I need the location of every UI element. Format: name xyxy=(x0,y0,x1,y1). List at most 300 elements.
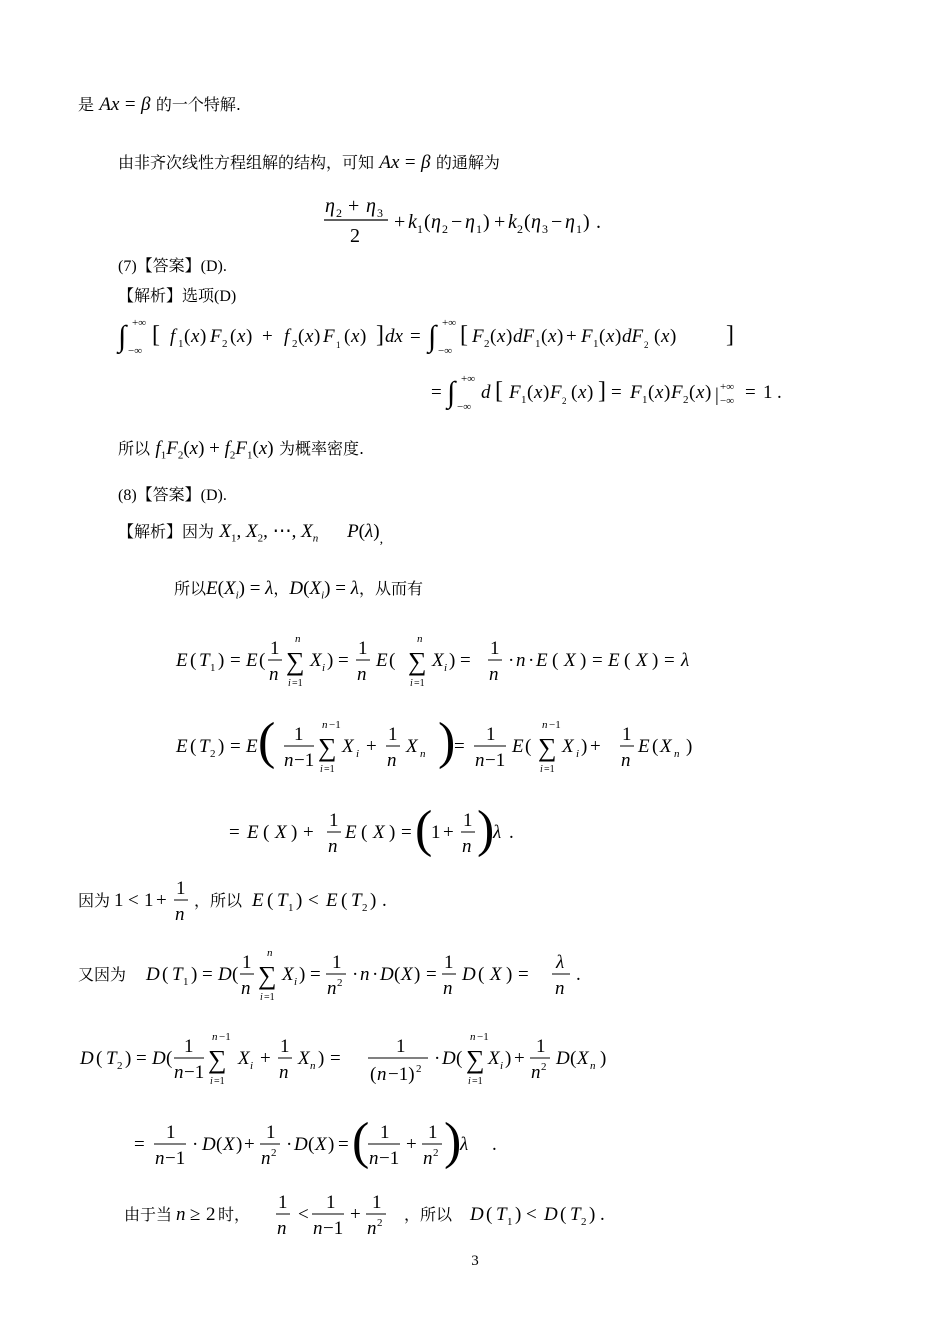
svg-text:1: 1 xyxy=(329,810,339,831)
svg-text:x: x xyxy=(497,326,506,347)
svg-text:E: E xyxy=(345,822,357,843)
svg-text:·: · xyxy=(508,650,515,671)
svg-text:=1: =1 xyxy=(324,764,335,775)
svg-text:dF: dF xyxy=(513,326,535,347)
svg-text:(: ( xyxy=(361,822,368,843)
svg-text:(: ( xyxy=(96,1048,103,1069)
svg-text:λ: λ xyxy=(681,650,690,671)
svg-text:，所以: ，所以 xyxy=(194,891,243,910)
svg-text:(: ( xyxy=(541,326,548,347)
text-line: 所以 $f_1F_2(x) + f_2F_1(x)$ 为概率密度. xyxy=(118,438,365,462)
svg-text:n: n xyxy=(475,750,485,771)
svg-text:2: 2 xyxy=(292,338,298,350)
svg-text:): ) xyxy=(670,326,677,347)
svg-text:n: n xyxy=(367,1218,377,1239)
svg-text:): ) xyxy=(506,964,513,985)
svg-text:i: i xyxy=(260,992,263,1003)
svg-text:): ) xyxy=(314,326,321,347)
svg-text:(: ( xyxy=(654,326,661,347)
svg-text:E: E xyxy=(536,650,548,671)
svg-text:1: 1 xyxy=(431,822,441,843)
svg-text:n: n xyxy=(360,964,370,985)
svg-text:<: < xyxy=(128,890,139,911)
svg-text:): ) xyxy=(557,326,564,347)
svg-text:f: f xyxy=(284,326,290,347)
svg-text:=: = xyxy=(338,1134,349,1155)
svg-text:F: F xyxy=(509,382,521,403)
svg-text:n: n xyxy=(284,750,294,771)
svg-text:): ) xyxy=(449,650,456,671)
svg-text:F: F xyxy=(323,326,335,347)
svg-text:η: η xyxy=(465,211,475,233)
svg-text:1: 1 xyxy=(372,1192,382,1213)
svg-text:(: ( xyxy=(552,650,559,671)
svg-text:−: − xyxy=(551,211,563,233)
svg-text:(: ( xyxy=(524,211,531,233)
svg-text:(: ( xyxy=(424,211,431,233)
svg-text:n: n xyxy=(241,978,251,999)
svg-text:=: = xyxy=(454,736,465,757)
svg-text:i: i xyxy=(444,662,448,674)
svg-text:T: T xyxy=(106,1048,117,1069)
svg-text:1: 1 xyxy=(536,1036,546,1057)
svg-text:1: 1 xyxy=(178,338,184,350)
svg-text:λ: λ xyxy=(556,952,565,973)
svg-text:i: i xyxy=(468,1076,471,1087)
svg-text:(: ( xyxy=(389,650,396,671)
svg-text:=: = xyxy=(401,822,412,843)
svg-text:(: ( xyxy=(394,964,401,985)
svg-text:(: ( xyxy=(570,1048,577,1069)
svg-text:(: ( xyxy=(190,736,197,757)
svg-text:X: X xyxy=(315,1134,327,1155)
equation-general-solution xyxy=(300,190,640,250)
svg-text:=1: =1 xyxy=(264,992,275,1003)
svg-text:D: D xyxy=(380,964,394,985)
equation-compare-e xyxy=(78,872,418,930)
svg-text:−1: −1 xyxy=(184,1062,205,1083)
svg-text:1: 1 xyxy=(280,1036,290,1057)
svg-text:2: 2 xyxy=(517,222,523,236)
svg-text:λ: λ xyxy=(460,1134,469,1155)
svg-text:n: n xyxy=(387,750,397,771)
svg-text:): ) xyxy=(505,1048,512,1069)
svg-text:): ) xyxy=(191,964,198,985)
svg-text:n: n xyxy=(590,1060,596,1072)
svg-text:(: ( xyxy=(298,326,305,347)
svg-text:n: n xyxy=(174,1062,184,1083)
svg-text:n: n xyxy=(295,633,301,645)
svg-text:X: X xyxy=(298,1048,310,1069)
svg-text:T: T xyxy=(199,736,210,757)
svg-text:(: ( xyxy=(230,326,237,347)
svg-text:2: 2 xyxy=(350,225,360,247)
svg-text:): ) xyxy=(600,1048,607,1069)
svg-text:n: n xyxy=(155,1148,165,1169)
svg-text:(: ( xyxy=(415,801,433,858)
svg-text:λ: λ xyxy=(493,822,502,843)
svg-text:−1: −1 xyxy=(219,1031,231,1043)
svg-text:E: E xyxy=(512,736,524,757)
svg-text:2: 2 xyxy=(541,1061,547,1073)
equation-compare-d xyxy=(124,1186,644,1248)
svg-text:1: 1 xyxy=(642,394,648,406)
svg-text:X: X xyxy=(275,822,287,843)
svg-text:i: i xyxy=(250,1060,254,1072)
svg-text:): ) xyxy=(652,650,659,671)
svg-text:1: 1 xyxy=(144,890,154,911)
svg-text:=: = xyxy=(202,964,213,985)
svg-text:+: + xyxy=(366,736,377,757)
svg-text:D: D xyxy=(218,964,232,985)
svg-text:2: 2 xyxy=(377,1217,383,1229)
svg-text:=1: =1 xyxy=(292,678,303,689)
svg-text:.: . xyxy=(600,1204,605,1225)
svg-text:1: 1 xyxy=(242,952,252,973)
svg-text:=: = xyxy=(431,382,442,403)
svg-text:1: 1 xyxy=(332,952,342,973)
svg-text:n: n xyxy=(462,836,472,857)
svg-text:E: E xyxy=(252,890,264,911)
svg-text:X: X xyxy=(342,736,354,757)
svg-text:+: + xyxy=(244,1134,255,1155)
svg-text:x: x xyxy=(655,382,664,403)
svg-text:1: 1 xyxy=(417,222,423,236)
svg-text:i: i xyxy=(500,1060,504,1072)
svg-text:(: ( xyxy=(162,964,169,985)
svg-text:i: i xyxy=(320,764,323,775)
svg-text:X: X xyxy=(577,1048,589,1069)
svg-text:(: ( xyxy=(259,650,266,671)
svg-text:<: < xyxy=(298,1204,309,1225)
svg-text:η: η xyxy=(531,211,541,233)
svg-text:n: n xyxy=(261,1148,271,1169)
svg-text:+: + xyxy=(394,211,406,233)
svg-text:x: x xyxy=(237,326,246,347)
svg-text:1: 1 xyxy=(266,1122,276,1143)
svg-text:D: D xyxy=(544,1204,558,1225)
svg-text:+: + xyxy=(262,326,273,347)
svg-text:|: | xyxy=(715,385,719,406)
svg-text:1: 1 xyxy=(521,394,527,406)
svg-text:2: 2 xyxy=(222,338,228,350)
svg-text:): ) xyxy=(200,326,207,347)
svg-text:T: T xyxy=(172,964,183,985)
svg-text:x: x xyxy=(578,382,587,403)
svg-text:−: − xyxy=(451,211,463,233)
page-number: 3 xyxy=(471,1253,479,1269)
svg-text:F: F xyxy=(581,326,593,347)
svg-text:(: ( xyxy=(599,326,606,347)
svg-text:n: n xyxy=(531,1062,541,1083)
svg-text:1: 1 xyxy=(294,724,304,745)
equation-e-t2-result xyxy=(225,800,545,862)
svg-text:η: η xyxy=(325,195,335,217)
svg-text:n: n xyxy=(417,633,423,645)
svg-text:E: E xyxy=(246,650,258,671)
svg-text:n: n xyxy=(212,1031,218,1043)
svg-text:1: 1 xyxy=(326,1192,336,1213)
svg-text:T: T xyxy=(570,1204,581,1225)
svg-text:η: η xyxy=(366,195,376,217)
svg-text:−∞: −∞ xyxy=(438,345,453,357)
svg-text:2: 2 xyxy=(336,206,342,220)
svg-text:·: · xyxy=(192,1134,199,1155)
svg-text:1: 1 xyxy=(490,638,500,659)
svg-text:=: = xyxy=(229,822,240,843)
svg-text:]: ] xyxy=(598,378,606,404)
svg-text:1: 1 xyxy=(763,382,773,403)
svg-text:−∞: −∞ xyxy=(720,395,735,407)
svg-text:n: n xyxy=(470,1031,476,1043)
svg-text:[: [ xyxy=(152,322,160,348)
svg-text:−1: −1 xyxy=(549,719,561,731)
svg-text:): ) xyxy=(705,382,712,403)
svg-text:n: n xyxy=(267,947,273,959)
svg-text:dF: dF xyxy=(622,326,644,347)
svg-text:T: T xyxy=(496,1204,507,1225)
svg-text:D: D xyxy=(80,1048,94,1069)
svg-text:(: ( xyxy=(232,964,239,985)
svg-text:x: x xyxy=(606,326,615,347)
svg-text:x: x xyxy=(534,382,543,403)
text-line: 是 Ax = β 的一个特解. xyxy=(78,94,241,115)
svg-text:1: 1 xyxy=(463,810,473,831)
svg-text:<: < xyxy=(308,890,319,911)
svg-text:x: x xyxy=(548,326,557,347)
svg-text:.: . xyxy=(596,211,601,233)
svg-text:n: n xyxy=(420,748,426,760)
svg-text:(: ( xyxy=(624,650,631,671)
svg-text:3: 3 xyxy=(542,222,548,236)
svg-text:·: · xyxy=(286,1134,293,1155)
svg-text:η: η xyxy=(565,211,575,233)
svg-text:3: 3 xyxy=(377,206,383,220)
svg-text:1: 1 xyxy=(166,1122,176,1143)
svg-text:，所以: ，所以 xyxy=(404,1205,453,1224)
svg-text:E: E xyxy=(247,822,259,843)
svg-text:(: ( xyxy=(184,326,191,347)
svg-text:2: 2 xyxy=(337,977,343,989)
svg-text:): ) xyxy=(370,890,377,911)
svg-text:1: 1 xyxy=(428,1122,438,1143)
svg-text:∑: ∑ xyxy=(408,647,427,676)
svg-text:2: 2 xyxy=(433,1147,439,1159)
svg-text:]: ] xyxy=(726,322,734,348)
svg-text:·: · xyxy=(352,964,359,985)
svg-text:i: i xyxy=(410,678,413,689)
svg-text:≥: ≥ xyxy=(190,1204,201,1225)
svg-text:n: n xyxy=(443,978,453,999)
svg-text:n: n xyxy=(542,719,548,731)
svg-text:1: 1 xyxy=(358,638,368,659)
svg-text:D: D xyxy=(556,1048,570,1069)
svg-text:n: n xyxy=(555,978,565,999)
svg-text:−∞: −∞ xyxy=(457,401,472,413)
svg-text:+: + xyxy=(443,822,454,843)
svg-text:k: k xyxy=(508,211,517,233)
svg-text:): ) xyxy=(664,382,671,403)
svg-text:又因为: 又因为 xyxy=(78,965,127,984)
svg-text:n: n xyxy=(322,719,328,731)
svg-text:i: i xyxy=(576,748,580,760)
svg-text:由于当: 由于当 xyxy=(124,1205,173,1224)
svg-text:·: · xyxy=(434,1048,441,1069)
svg-text:=: = xyxy=(611,382,622,403)
svg-text:1: 1 xyxy=(388,724,398,745)
svg-text:E: E xyxy=(246,736,258,757)
svg-text:2: 2 xyxy=(442,222,448,236)
svg-text:+: + xyxy=(350,1204,361,1225)
svg-text:i: i xyxy=(322,662,326,674)
svg-text:): ) xyxy=(580,650,587,671)
svg-text:): ) xyxy=(444,1113,462,1170)
svg-text:+: + xyxy=(303,822,314,843)
svg-text:(: ( xyxy=(352,1113,370,1170)
svg-text:1: 1 xyxy=(278,1192,288,1213)
svg-text:E: E xyxy=(176,736,188,757)
svg-text:1: 1 xyxy=(507,1216,513,1228)
svg-text:E: E xyxy=(638,736,650,757)
svg-text:): ) xyxy=(218,736,225,757)
svg-text:∑: ∑ xyxy=(286,647,305,676)
svg-text:−1: −1 xyxy=(323,1218,344,1239)
svg-text:(: ( xyxy=(456,1048,463,1069)
svg-text:d: d xyxy=(481,382,491,403)
answer-7: (7)【答案】(D). xyxy=(118,256,227,275)
equation-e-t1 xyxy=(172,628,712,690)
svg-text:(: ( xyxy=(490,326,497,347)
svg-text:·: · xyxy=(372,964,379,985)
svg-text:1: 1 xyxy=(380,1122,390,1143)
svg-text:1: 1 xyxy=(576,222,582,236)
svg-text:=: = xyxy=(426,964,437,985)
svg-text:n: n xyxy=(357,664,367,685)
svg-text:i: i xyxy=(210,1076,213,1087)
svg-text:F: F xyxy=(472,326,484,347)
svg-text:): ) xyxy=(583,211,590,233)
svg-text:): ) xyxy=(246,326,253,347)
svg-text:∫: ∫ xyxy=(428,320,437,353)
svg-text:=1: =1 xyxy=(544,764,555,775)
svg-text:−1: −1 xyxy=(294,750,315,771)
svg-text:.: . xyxy=(492,1134,497,1155)
svg-text:1: 1 xyxy=(622,724,632,745)
svg-text:=: = xyxy=(230,650,241,671)
svg-text:1: 1 xyxy=(476,222,482,236)
svg-text:n: n xyxy=(176,1204,186,1225)
svg-text:(: ( xyxy=(525,736,532,757)
svg-text:+∞: +∞ xyxy=(132,317,147,329)
svg-text:n: n xyxy=(377,1064,387,1085)
answer-8: (8)【答案】(D). xyxy=(118,485,227,504)
svg-text:1: 1 xyxy=(396,1036,406,1057)
equation-d-t1 xyxy=(78,944,638,1006)
svg-text:i: i xyxy=(540,764,543,775)
svg-text:2: 2 xyxy=(416,1063,422,1075)
svg-text:+: + xyxy=(156,890,167,911)
svg-text:): ) xyxy=(218,650,225,671)
svg-text:(: ( xyxy=(267,890,274,911)
svg-text:n: n xyxy=(674,748,680,760)
svg-text:): ) xyxy=(543,382,550,403)
analysis-8: 【解析】因为 $X_1$, $X_2$, ⋯, $X_n$ $P(\lambda)_,$ xyxy=(118,521,384,547)
svg-text:n: n xyxy=(279,1062,289,1083)
svg-text:2: 2 xyxy=(210,748,216,760)
svg-text:=: = xyxy=(410,326,421,347)
equation-integral-2 xyxy=(425,368,805,414)
svg-text:f: f xyxy=(170,326,176,347)
svg-text:−1: −1 xyxy=(165,1148,186,1169)
equation-e-t2 xyxy=(172,712,712,778)
svg-text:F: F xyxy=(210,326,222,347)
svg-text:n: n xyxy=(328,836,338,857)
svg-text:): ) xyxy=(515,1204,522,1225)
svg-text:2: 2 xyxy=(581,1216,587,1228)
svg-text:): ) xyxy=(327,650,334,671)
svg-text:1: 1 xyxy=(270,638,280,659)
svg-text:−∞: −∞ xyxy=(128,345,143,357)
svg-text:+∞: +∞ xyxy=(461,373,476,385)
svg-text:X: X xyxy=(564,650,576,671)
svg-text:1: 1 xyxy=(210,662,216,674)
svg-text:1: 1 xyxy=(336,340,341,350)
svg-text:[: [ xyxy=(495,378,503,404)
svg-text:D: D xyxy=(152,1048,166,1069)
svg-text:∑: ∑ xyxy=(318,733,337,762)
svg-text:X: X xyxy=(562,736,574,757)
svg-text:D: D xyxy=(202,1134,216,1155)
svg-text:(: ( xyxy=(689,382,696,403)
svg-text:): ) xyxy=(477,801,495,858)
svg-text:1: 1 xyxy=(535,338,541,350)
svg-text:∑: ∑ xyxy=(258,961,277,990)
svg-text:n: n xyxy=(621,750,631,771)
equation-d-t2-result xyxy=(130,1112,550,1174)
svg-text:(: ( xyxy=(263,822,270,843)
svg-text:∫: ∫ xyxy=(447,376,456,409)
svg-text:X: X xyxy=(432,650,444,671)
svg-text:D: D xyxy=(294,1134,308,1155)
svg-text:∑: ∑ xyxy=(538,733,557,762)
equation-integral-1 xyxy=(112,312,752,358)
svg-text:=1: =1 xyxy=(214,1076,225,1087)
svg-text:2: 2 xyxy=(117,1060,123,1072)
svg-text:(: ( xyxy=(478,964,485,985)
svg-text:2: 2 xyxy=(206,1204,216,1225)
svg-text:.: . xyxy=(576,964,581,985)
svg-text:.: . xyxy=(777,382,782,403)
svg-text:): ) xyxy=(587,382,594,403)
svg-text:F: F xyxy=(550,382,562,403)
svg-text:x: x xyxy=(191,326,200,347)
svg-text:X: X xyxy=(636,650,648,671)
svg-text:(: ( xyxy=(190,650,197,671)
svg-text:1: 1 xyxy=(184,1036,194,1057)
svg-text:(: ( xyxy=(648,382,655,403)
svg-text:x: x xyxy=(661,326,670,347)
svg-text:X: X xyxy=(401,964,413,985)
svg-text:i: i xyxy=(294,976,298,988)
svg-text:): ) xyxy=(296,890,303,911)
svg-text:D: D xyxy=(146,964,160,985)
svg-text:x: x xyxy=(696,382,705,403)
svg-text:X: X xyxy=(490,964,502,985)
svg-text:): ) xyxy=(615,326,622,347)
svg-text:(: ( xyxy=(341,890,348,911)
svg-text:): ) xyxy=(360,326,367,347)
svg-text:x: x xyxy=(351,326,360,347)
